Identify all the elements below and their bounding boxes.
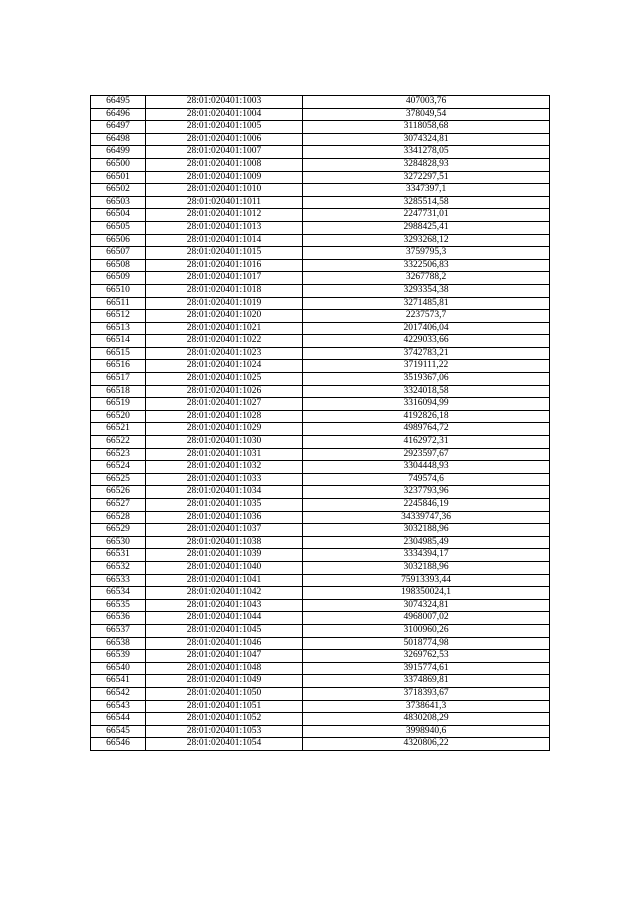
- row-number-cell: 66536: [91, 612, 146, 625]
- table-row: [91, 725, 550, 738]
- table-row: [91, 347, 550, 360]
- cadastral-value-cell: 2245846,19: [303, 499, 550, 512]
- table-row: [91, 561, 550, 574]
- row-number-cell: 66524: [91, 461, 146, 474]
- table-row: [91, 373, 550, 386]
- table-row: [91, 536, 550, 549]
- cadastral-number-cell: 28:01:020401:1052: [146, 713, 303, 726]
- cadastral-value-cell: 3742783,21: [303, 347, 550, 360]
- table-row: [91, 335, 550, 348]
- cadastral-number-cell: 28:01:020401:1046: [146, 637, 303, 650]
- cadastral-number-cell: 28:01:020401:1027: [146, 398, 303, 411]
- cadastral-value-cell: 4320806,22: [303, 738, 550, 751]
- cadastral-value-cell: 3271485,81: [303, 297, 550, 310]
- cadastral-number-cell: 28:01:020401:1029: [146, 423, 303, 436]
- table-row: [91, 221, 550, 234]
- table-row: [91, 486, 550, 499]
- cadastral-value-cell: 5018774,98: [303, 637, 550, 650]
- table-row: [91, 146, 550, 159]
- table-row: [91, 184, 550, 197]
- table-row: [91, 637, 550, 650]
- cadastral-value-cell: 3334394,17: [303, 549, 550, 562]
- cadastral-number-cell: 28:01:020401:1005: [146, 121, 303, 134]
- row-number-cell: 66533: [91, 574, 146, 587]
- row-number-cell: 66508: [91, 259, 146, 272]
- cadastral-value-cell: 2304985,49: [303, 536, 550, 549]
- cadastral-number-cell: 28:01:020401:1039: [146, 549, 303, 562]
- cadastral-number-cell: 28:01:020401:1017: [146, 272, 303, 285]
- cadastral-number-cell: 28:01:020401:1009: [146, 171, 303, 184]
- row-number-cell: 66515: [91, 347, 146, 360]
- row-number-cell: 66507: [91, 247, 146, 260]
- row-number-cell: 66496: [91, 108, 146, 121]
- row-number-cell: 66542: [91, 687, 146, 700]
- row-number-cell: 66525: [91, 473, 146, 486]
- cadastral-value-cell: 34339747,36: [303, 511, 550, 524]
- cadastral-number-cell: 28:01:020401:1007: [146, 146, 303, 159]
- table-row: [91, 196, 550, 209]
- cadastral-value-table: [90, 95, 550, 751]
- cadastral-number-cell: 28:01:020401:1010: [146, 184, 303, 197]
- table-row: [91, 738, 550, 751]
- table-row: [91, 322, 550, 335]
- row-number-cell: 66529: [91, 524, 146, 537]
- table-row: [91, 713, 550, 726]
- row-number-cell: 66510: [91, 284, 146, 297]
- row-number-cell: 66530: [91, 536, 146, 549]
- cadastral-value-cell: 3284828,93: [303, 158, 550, 171]
- row-number-cell: 66543: [91, 700, 146, 713]
- cadastral-number-cell: 28:01:020401:1014: [146, 234, 303, 247]
- row-number-cell: 66531: [91, 549, 146, 562]
- row-number-cell: 66546: [91, 738, 146, 751]
- row-number-cell: 66523: [91, 448, 146, 461]
- row-number-cell: 66504: [91, 209, 146, 222]
- cadastral-number-cell: 28:01:020401:1035: [146, 499, 303, 512]
- cadastral-number-cell: 28:01:020401:1018: [146, 284, 303, 297]
- cadastral-value-cell: 3074324,81: [303, 133, 550, 146]
- cadastral-value-cell: 4830208,29: [303, 713, 550, 726]
- row-number-cell: 66502: [91, 184, 146, 197]
- table-row: [91, 448, 550, 461]
- row-number-cell: 66498: [91, 133, 146, 146]
- cadastral-value-cell: 3915774,61: [303, 662, 550, 675]
- cadastral-value-cell: 3519367,06: [303, 373, 550, 386]
- row-number-cell: 66518: [91, 385, 146, 398]
- table-row: [91, 410, 550, 423]
- cadastral-number-cell: 28:01:020401:1041: [146, 574, 303, 587]
- cadastral-number-cell: 28:01:020401:1028: [146, 410, 303, 423]
- row-number-cell: 66540: [91, 662, 146, 675]
- row-number-cell: 66501: [91, 171, 146, 184]
- cadastral-number-cell: 28:01:020401:1048: [146, 662, 303, 675]
- cadastral-value-cell: 3718393,67: [303, 687, 550, 700]
- table-row: [91, 398, 550, 411]
- row-number-cell: 66500: [91, 158, 146, 171]
- cadastral-number-cell: 28:01:020401:1011: [146, 196, 303, 209]
- table-row: [91, 499, 550, 512]
- row-number-cell: 66516: [91, 360, 146, 373]
- cadastral-value-cell: 2237573,7: [303, 310, 550, 323]
- cadastral-value-cell: 3341278,05: [303, 146, 550, 159]
- cadastral-number-cell: 28:01:020401:1053: [146, 725, 303, 738]
- table-row: [91, 360, 550, 373]
- cadastral-number-cell: 28:01:020401:1037: [146, 524, 303, 537]
- row-number-cell: 66495: [91, 96, 146, 109]
- row-number-cell: 66528: [91, 511, 146, 524]
- cadastral-value-cell: 3324018,58: [303, 385, 550, 398]
- cadastral-value-cell: 4968007,02: [303, 612, 550, 625]
- cadastral-value-cell: 3738641,3: [303, 700, 550, 713]
- cadastral-number-cell: 28:01:020401:1033: [146, 473, 303, 486]
- row-number-cell: 66511: [91, 297, 146, 310]
- cadastral-value-cell: 3304448,93: [303, 461, 550, 474]
- cadastral-value-cell: 4192826,18: [303, 410, 550, 423]
- cadastral-number-cell: 28:01:020401:1012: [146, 209, 303, 222]
- cadastral-value-cell: 3032188,96: [303, 561, 550, 574]
- cadastral-value-cell: 198350024,1: [303, 587, 550, 600]
- cadastral-number-cell: 28:01:020401:1003: [146, 96, 303, 109]
- cadastral-value-cell: 3237793,96: [303, 486, 550, 499]
- cadastral-value-cell: 3293268,12: [303, 234, 550, 247]
- row-number-cell: 66513: [91, 322, 146, 335]
- cadastral-number-cell: 28:01:020401:1025: [146, 373, 303, 386]
- cadastral-value-cell: 407003,76: [303, 96, 550, 109]
- table-row: [91, 108, 550, 121]
- cadastral-value-cell: 3374869,81: [303, 675, 550, 688]
- cadastral-value-cell: 75913393,44: [303, 574, 550, 587]
- cadastral-number-cell: 28:01:020401:1013: [146, 221, 303, 234]
- table-row: [91, 687, 550, 700]
- cadastral-value-cell: 2988425,41: [303, 221, 550, 234]
- cadastral-number-cell: 28:01:020401:1054: [146, 738, 303, 751]
- cadastral-number-cell: 28:01:020401:1044: [146, 612, 303, 625]
- cadastral-value-cell: 3285514,58: [303, 196, 550, 209]
- row-number-cell: 66541: [91, 675, 146, 688]
- table-row: [91, 310, 550, 323]
- row-number-cell: 66539: [91, 650, 146, 663]
- cadastral-value-cell: 3269762,53: [303, 650, 550, 663]
- table-row: [91, 524, 550, 537]
- table-row: [91, 259, 550, 272]
- row-number-cell: 66517: [91, 373, 146, 386]
- table-row: [91, 272, 550, 285]
- cadastral-number-cell: 28:01:020401:1030: [146, 436, 303, 449]
- cadastral-value-cell: 2923597,67: [303, 448, 550, 461]
- table-row: [91, 171, 550, 184]
- cadastral-value-cell: 3759795,3: [303, 247, 550, 260]
- row-number-cell: 66509: [91, 272, 146, 285]
- cadastral-value-cell: 3032188,96: [303, 524, 550, 537]
- cadastral-number-cell: 28:01:020401:1019: [146, 297, 303, 310]
- cadastral-number-cell: 28:01:020401:1022: [146, 335, 303, 348]
- table-row: [91, 650, 550, 663]
- cadastral-number-cell: 28:01:020401:1016: [146, 259, 303, 272]
- row-number-cell: 66506: [91, 234, 146, 247]
- cadastral-value-cell: 3267788,2: [303, 272, 550, 285]
- table-row: [91, 284, 550, 297]
- cadastral-number-cell: 28:01:020401:1040: [146, 561, 303, 574]
- cadastral-value-cell: 749574,6: [303, 473, 550, 486]
- table-row: [91, 297, 550, 310]
- cadastral-number-cell: 28:01:020401:1051: [146, 700, 303, 713]
- table-row: [91, 423, 550, 436]
- row-number-cell: 66527: [91, 499, 146, 512]
- row-number-cell: 66537: [91, 624, 146, 637]
- row-number-cell: 66499: [91, 146, 146, 159]
- cadastral-number-cell: 28:01:020401:1045: [146, 624, 303, 637]
- table-row: [91, 209, 550, 222]
- cadastral-value-cell: 3272297,51: [303, 171, 550, 184]
- table-row: [91, 133, 550, 146]
- table-row: [91, 247, 550, 260]
- table-row: [91, 662, 550, 675]
- table-row: [91, 385, 550, 398]
- table-row: [91, 549, 550, 562]
- row-number-cell: 66538: [91, 637, 146, 650]
- cadastral-value-cell: 2017406,04: [303, 322, 550, 335]
- cadastral-value-cell: 4989764,72: [303, 423, 550, 436]
- row-number-cell: 66532: [91, 561, 146, 574]
- table-row: [91, 436, 550, 449]
- table-row: [91, 461, 550, 474]
- cadastral-number-cell: 28:01:020401:1004: [146, 108, 303, 121]
- table-row: [91, 624, 550, 637]
- cadastral-number-cell: 28:01:020401:1020: [146, 310, 303, 323]
- row-number-cell: 66505: [91, 221, 146, 234]
- cadastral-number-cell: 28:01:020401:1050: [146, 687, 303, 700]
- cadastral-value-cell: 2247731,01: [303, 209, 550, 222]
- cadastral-number-cell: 28:01:020401:1034: [146, 486, 303, 499]
- table-row: [91, 574, 550, 587]
- row-number-cell: 66534: [91, 587, 146, 600]
- row-number-cell: 66497: [91, 121, 146, 134]
- row-number-cell: 66520: [91, 410, 146, 423]
- row-number-cell: 66545: [91, 725, 146, 738]
- cadastral-number-cell: 28:01:020401:1006: [146, 133, 303, 146]
- cadastral-number-cell: 28:01:020401:1008: [146, 158, 303, 171]
- cadastral-value-cell: 3316094,99: [303, 398, 550, 411]
- cadastral-number-cell: 28:01:020401:1026: [146, 385, 303, 398]
- cadastral-value-cell: 3322506,83: [303, 259, 550, 272]
- cadastral-value-cell: 3998940,6: [303, 725, 550, 738]
- cadastral-value-cell: 3719111,22: [303, 360, 550, 373]
- row-number-cell: 66512: [91, 310, 146, 323]
- cadastral-value-cell: 378049,54: [303, 108, 550, 121]
- cadastral-number-cell: 28:01:020401:1032: [146, 461, 303, 474]
- table-row: [91, 158, 550, 171]
- cadastral-number-cell: 28:01:020401:1023: [146, 347, 303, 360]
- cadastral-number-cell: 28:01:020401:1031: [146, 448, 303, 461]
- cadastral-number-cell: 28:01:020401:1021: [146, 322, 303, 335]
- cadastral-number-cell: 28:01:020401:1042: [146, 587, 303, 600]
- cadastral-number-cell: 28:01:020401:1049: [146, 675, 303, 688]
- cadastral-number-cell: 28:01:020401:1036: [146, 511, 303, 524]
- cadastral-value-cell: 3074324,81: [303, 599, 550, 612]
- cadastral-value-cell: 3347397,1: [303, 184, 550, 197]
- cadastral-value-cell: 3100960,26: [303, 624, 550, 637]
- table-row: [91, 612, 550, 625]
- cadastral-number-cell: 28:01:020401:1047: [146, 650, 303, 663]
- table-row: [91, 700, 550, 713]
- table-row: [91, 599, 550, 612]
- table-row: [91, 473, 550, 486]
- row-number-cell: 66519: [91, 398, 146, 411]
- row-number-cell: 66535: [91, 599, 146, 612]
- table-row: [91, 234, 550, 247]
- table-row: [91, 587, 550, 600]
- row-number-cell: 66526: [91, 486, 146, 499]
- row-number-cell: 66521: [91, 423, 146, 436]
- cadastral-value-cell: 3118058,68: [303, 121, 550, 134]
- cadastral-number-cell: 28:01:020401:1043: [146, 599, 303, 612]
- cadastral-number-cell: 28:01:020401:1024: [146, 360, 303, 373]
- row-number-cell: 66522: [91, 436, 146, 449]
- table-row: [91, 511, 550, 524]
- row-number-cell: 66503: [91, 196, 146, 209]
- cadastral-number-cell: 28:01:020401:1015: [146, 247, 303, 260]
- cadastral-value-cell: 4229033,66: [303, 335, 550, 348]
- table-row: [91, 675, 550, 688]
- cadastral-number-cell: 28:01:020401:1038: [146, 536, 303, 549]
- cadastral-value-cell: 4162972,31: [303, 436, 550, 449]
- row-number-cell: 66544: [91, 713, 146, 726]
- cadastral-value-cell: 3293354,38: [303, 284, 550, 297]
- table-body: [91, 96, 550, 751]
- table-row: [91, 121, 550, 134]
- table-row: [91, 96, 550, 109]
- row-number-cell: 66514: [91, 335, 146, 348]
